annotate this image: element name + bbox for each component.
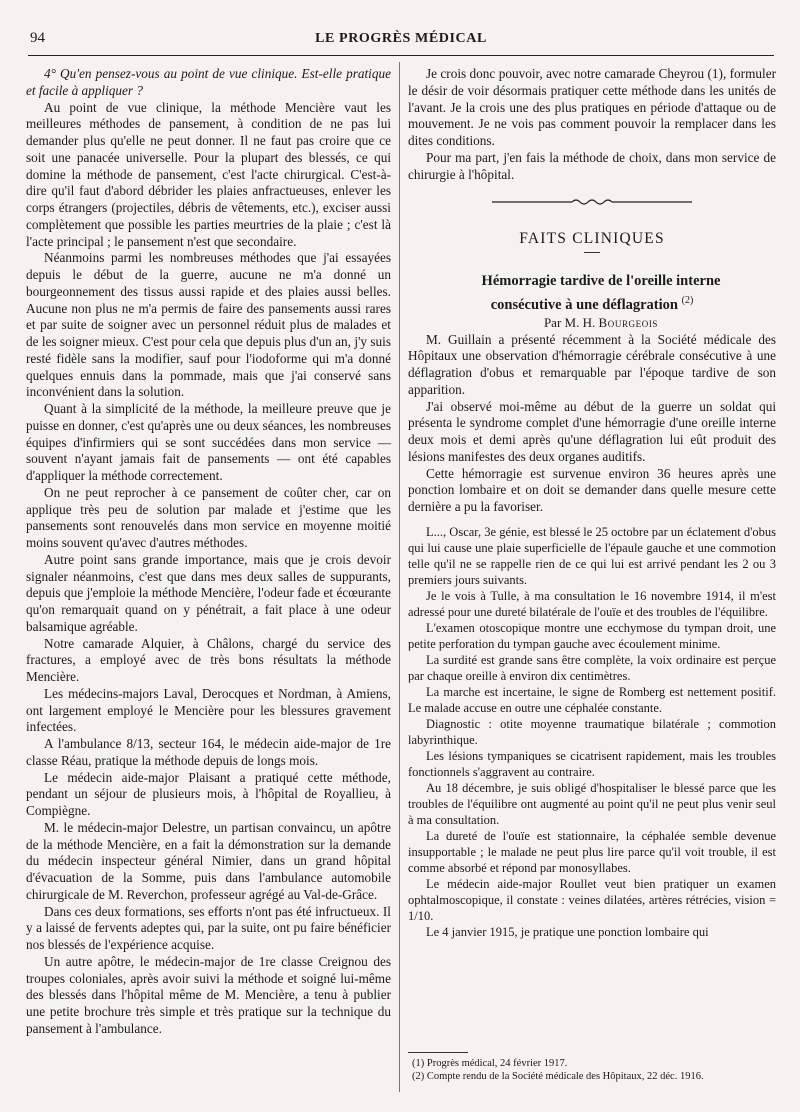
case-report	[408, 524, 776, 940]
header-rule	[28, 55, 774, 56]
journal-title: LE PROGRÈS MÉDICAL	[315, 31, 487, 46]
article-byline	[408, 315, 776, 332]
left-column	[26, 66, 391, 1038]
body-paragraph: Pour ma part, j'en fais la méthode de choix, dans mon service de chirurgie à l'hôpital.	[408, 149, 776, 182]
case-paragraph: Le médecin aide-major Roullet veut bien pratiquer un examen ophtalmoscopique, il constate : veines dilatées, artères rétrécies, vision = 1/10.	[408, 876, 776, 923]
case-paragraph: La dureté de l'ouïe est stationnaire, la céphalée semble devenue insupportable ; le malade ne peut plus lire parce qu'il voit trouble, il est comme absorbé et répond par monosyllabes.	[408, 828, 776, 875]
case-paragraph: Je le vois à Tulle, à ma consultation le 16 novembre 1914, il m'est adressé pour une dureté bilatérale de l'ouïe et des troubles de l'équilibre.	[408, 588, 776, 619]
body-paragraph: A l'ambulance 8/13, secteur 164, le médecin aide-major de 1re classe Réau, pratique la méthode depuis de longs mois.	[26, 736, 391, 768]
case-paragraph: La surdité est grande sans être complète, la voix ordinaire est perçue par chaque oreille à environ dix centimètres.	[408, 652, 776, 683]
body-paragraph: Les médecins-majors Laval, Derocques et Nordman, à Amiens, ont largement employé le Mencière pour les blessures gravement infectées.	[26, 685, 391, 735]
author-name: Bourgeois	[598, 314, 659, 330]
body-paragraph: Quant à la simplicité de la méthode, la meilleure preuve que je puisse en donner, c'est qu'après une ou deux séances, les nombreuses équipes d'infirmiers qui se sont succédées dans mon service — souvent n'ayant jamais fait de pansements — ont été capables d'appliquer la méthode correctement.	[26, 401, 391, 483]
body-paragraph: M. le médecin-major Delestre, un partisan convaincu, un apôtre de la méthode Mencière, en a fait la démonstration sur la demande du médecin inspecteur général Nimier, dans un grand hôpital d'évacuation de la Somme, puis dans l'ambulance automobile chirurgicale de M. Reverchon, professeur agrégé au Val-de-Grâce.	[26, 819, 391, 902]
body-paragraph: Autre point sans grande importance, mais que je crois devoir signaler néanmoins, c'est que dans mes deux salles de suppurants, depuis que j'emploie la méthode Mencière, l'odeur fade et écœurante qu'on remarquait quand on y pénétrait, a fait place à une odeur balsamique agréable.	[26, 551, 391, 634]
footnotes	[408, 1052, 776, 1083]
page-header	[30, 28, 772, 54]
case-paragraph: Le 4 janvier 1915, je pratique une ponction lombaire qui	[426, 924, 709, 939]
case-paragraph: La marche est incertaine, le signe de Romberg est nettement positif. Le malade accuse en outre une céphalée constante.	[408, 684, 776, 715]
case-paragraph: L'examen otoscopique montre une ecchymose du tympan droit, une petite perforation du tympan gauche avec écoulement minime.	[408, 620, 776, 651]
article-title-line1: Hémorragie tardive de l'oreille interne	[481, 273, 721, 289]
case-paragraph: Les lésions tympaniques se cicatrisent rapidement, mais les troubles fonctionnels s'aggravent au contraire.	[408, 748, 776, 779]
intro-paragraph: Cette hémorragie est survenue environ 36 heures après une ponction lombaire et on doit se demander dans quelle mesure cette dernière a pu la favoriser.	[408, 465, 776, 515]
body-paragraph: Néanmoins parmi les nombreuses méthodes que j'ai essayées depuis le début de la guerre, aucune ne m'a donné un bourgeonnement des tissus aussi rapide et des plaies aussi belles. Aucune non plus ne m'a permis de faire des pansements aussi rares et par suite de soigner avec un personnel réduit plus de malades et de les soigner mieux. C'est pour cela que depuis plus d'un an, j'y suis resté fidèle sans la modifier, sauf pour l'iodoforme qui m'a donné quelques ennuis dans la pommade, mais que j'ai conservé sans inconvénient dans la solution.	[26, 250, 391, 400]
section-separator	[408, 197, 776, 207]
ornament-rule-icon	[492, 197, 692, 207]
page-number: 94	[30, 30, 45, 46]
body-paragraph: Dans ces deux formations, ses efforts n'ont pas été infructueux. Il y a laissé de fervents adeptes qui, par la suite, ont pu faire bénéficier nos blessés de l'expérience acquise.	[26, 903, 391, 952]
article-title-line2: consécutive à une déflagration	[490, 296, 678, 313]
body-paragraph: Un autre apôtre, le médecin-major de 1re classe Creignou des troupes coloniales, après avoir suivi la méthode et soigné lui-même des blessés dans l'hôpital même de M. Mencière, a tenu à publier une petite brochure très simple et très pratique sur la technique du pansement à l'ambulance.	[26, 953, 391, 1036]
intro-paragraph: J'ai observé moi-même au début de la guerre un soldat qui présenta le syndrome complet d'une hémorragie d'une oreille interne deux mois et demi après qu'une déflagration lui eût produit des lésions manifestes des deux organes auditifs.	[408, 398, 776, 464]
case-paragraph: Diagnostic : otite moyenne traumatique bilatérale ; commotion labyrinthique.	[408, 716, 776, 747]
column-rule	[399, 62, 400, 1092]
case-paragraph: Au 18 décembre, je suis obligé d'hospitaliser le blessé parce que les troubles de l'équilibre ont augmenté au point qu'il ne peut plus venir seul à ma consultation.	[408, 780, 776, 827]
byline-prefix: Par M. H.	[543, 314, 596, 330]
right-column	[408, 66, 776, 940]
question-paragraph: 4° Qu'en pensez-vous au point de vue clinique. Est-elle pratique et facile à appliquer ?	[26, 66, 391, 98]
intro-paragraph: M. Guillain a présenté récemment à la Société médicale des Hôpitaux une observation d'hémorragie cérébrale consécutive à une déflagration d'obus et remarquable par l'époque tardive de son apparition.	[408, 331, 776, 397]
footnote: (2) Compte rendu de la Société médicale des Hôpitaux, 22 déc. 1916.	[412, 1071, 704, 1082]
body-paragraph: On ne peut reprocher à ce pansement de coûter cher, car on applique très peu de solution par malade et j'estime que les pansements sont renouvelés dans mon service en moyenne moitié moins souvent qu'avec d'autres méthodes.	[26, 484, 391, 550]
section-dash	[584, 252, 600, 253]
section-heading: FAITS CLINIQUES	[519, 230, 665, 248]
article-title	[408, 271, 776, 315]
body-paragraph: Le médecin aide-major Plaisant a pratiqué cette méthode, pendant un séjour de plusieurs mois, à l'hôpital de Royallieu, à Compiègne.	[26, 769, 391, 818]
body-paragraph: Notre camarade Alquier, à Châlons, chargé du service des fractures, a employé avec de très bons résultats la méthode Mencière.	[26, 635, 391, 684]
case-paragraph: L..., Oscar, 3e génie, est blessé le 25 octobre par un éclatement d'obus qui lui cause une plaie superficielle de l'épaule gauche et une commotion telle qu'il ne se rappelle rien de ce qui lui est arrivé pendant les 2 ou 3 premiers jours suivants.	[408, 524, 776, 587]
body-paragraph: Je crois donc pouvoir, avec notre camarade Cheyrou (1), formuler le désir de voir désormais pratiquer cette méthode dans les unités de l'avant. Je la crois une des plus pratiques en période d'attaque ou de mouvement. Je ne vois pas comment pouvoir la remplacer dans les dites conditions.	[408, 66, 776, 148]
footnote: (1) Progrès médical, 24 février 1917.	[412, 1058, 568, 1069]
body-paragraph: Au point de vue clinique, la méthode Mencière vaut les meilleures méthodes de pansement, à condition de ne pas lui demander plus qu'elle ne peut donner. Il ne faut pas croire que ce soit une panacée universelle. Pour la plupart des blessés, ce qui domine la méthode de pansement, c'est l'acte chirurgical. C'est-à-dire qu'il faut d'abord débrider les plaies anfractueuses, enlever les corps étrangers (projectiles, débris de vêtements, etc.), exciser aussi complètement que possible les parties meurtries de la plaie ; c'est là l'acte principal ; le pansement n'est que secondaire.	[26, 99, 391, 249]
footnote-ref: (2)	[681, 295, 694, 306]
footnote-rule	[408, 1052, 468, 1053]
